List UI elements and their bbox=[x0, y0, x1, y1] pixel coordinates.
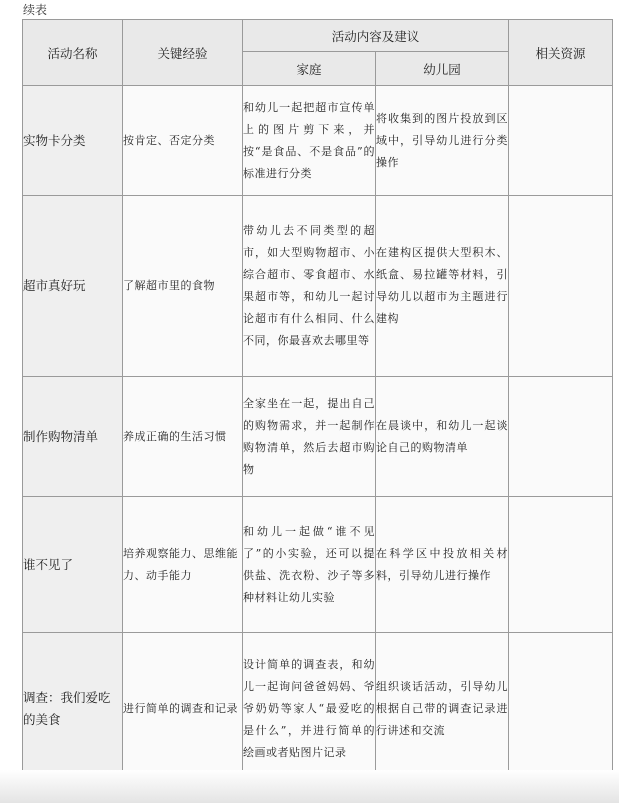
home-suggestion-cell: 和幼儿一起把超市宣传单上的图片剪下来，并按“是食品、不是食品”的标准进行分类 bbox=[243, 86, 376, 196]
table-row bbox=[23, 196, 613, 377]
activity-name-cell: 超市真好玩 bbox=[23, 196, 123, 377]
header-content-suggestion: 活动内容及建议 bbox=[243, 20, 509, 52]
header-home: 家庭 bbox=[243, 52, 376, 86]
table-row bbox=[23, 633, 613, 785]
header-key-experience: 关键经验 bbox=[123, 20, 243, 86]
activity-name-cell: 谁不见了 bbox=[23, 497, 123, 633]
kindergarten-suggestion-cell: 在晨谈中，和幼儿一起谈论自己的购物清单 bbox=[376, 377, 509, 497]
home-suggestion-cell: 带幼儿去不同类型的超市，如大型购物超市、小综合超市、零食超市、水果超市等，和幼儿一起讨论超市有什么相同、什么不同，你最喜欢去哪里等 bbox=[243, 196, 376, 377]
continued-label: 续表 bbox=[23, 3, 48, 17]
header-kindergarten: 幼儿园 bbox=[376, 52, 509, 86]
key-experience-cell: 培养观察能力、思维能力、动手能力 bbox=[123, 497, 243, 633]
home-suggestion-cell: 设计简单的调查表，和幼儿一起询问爸爸妈妈、爷爷奶奶等家人“最爱吃的是什么”，并进行简单的绘画或者贴图片记录 bbox=[243, 633, 376, 785]
home-suggestion-cell: 全家坐在一起，提出自己的购物需求，并一起制作购物清单，然后去超市购物 bbox=[243, 377, 376, 497]
table-row bbox=[23, 377, 613, 497]
key-experience-cell: 养成正确的生活习惯 bbox=[123, 377, 243, 497]
activity-table bbox=[22, 19, 613, 785]
kindergarten-suggestion-cell: 在科学区中投放相关材料，引导幼儿进行操作 bbox=[376, 497, 509, 633]
activity-name-cell: 实物卡分类 bbox=[23, 86, 123, 196]
resource-cell bbox=[509, 196, 613, 377]
resource-cell bbox=[509, 633, 613, 785]
key-experience-cell: 按肯定、否定分类 bbox=[123, 86, 243, 196]
key-experience-cell: 进行简单的调查和记录 bbox=[123, 633, 243, 785]
table-row bbox=[23, 497, 613, 633]
resource-cell bbox=[509, 86, 613, 196]
home-suggestion-cell: 和幼儿一起做“谁不见了”的小实验，还可以提供盐、洗衣粉、沙子等多种材料让幼儿实验 bbox=[243, 497, 376, 633]
page-bottom-band bbox=[0, 770, 619, 803]
resource-cell bbox=[509, 497, 613, 633]
activity-name-cell: 调查：我们爱吃的美食 bbox=[23, 633, 123, 785]
activity-name-cell: 制作购物清单 bbox=[23, 377, 123, 497]
resource-cell bbox=[509, 377, 613, 497]
key-experience-cell: 了解超市里的食物 bbox=[123, 196, 243, 377]
header-activity-name: 活动名称 bbox=[23, 20, 123, 86]
kindergarten-suggestion-cell: 在建构区提供大型积木、纸盒、易拉罐等材料，引导幼儿以超市为主题进行建构 bbox=[376, 196, 509, 377]
kindergarten-suggestion-cell: 将收集到的图片投放到区域中，引导幼儿进行分类操作 bbox=[376, 86, 509, 196]
kindergarten-suggestion-cell: 组织谈话活动，引导幼儿根据自己带的调查记录进行讲述和交流 bbox=[376, 633, 509, 785]
table-row bbox=[23, 86, 613, 196]
header-resources: 相关资源 bbox=[509, 20, 613, 86]
